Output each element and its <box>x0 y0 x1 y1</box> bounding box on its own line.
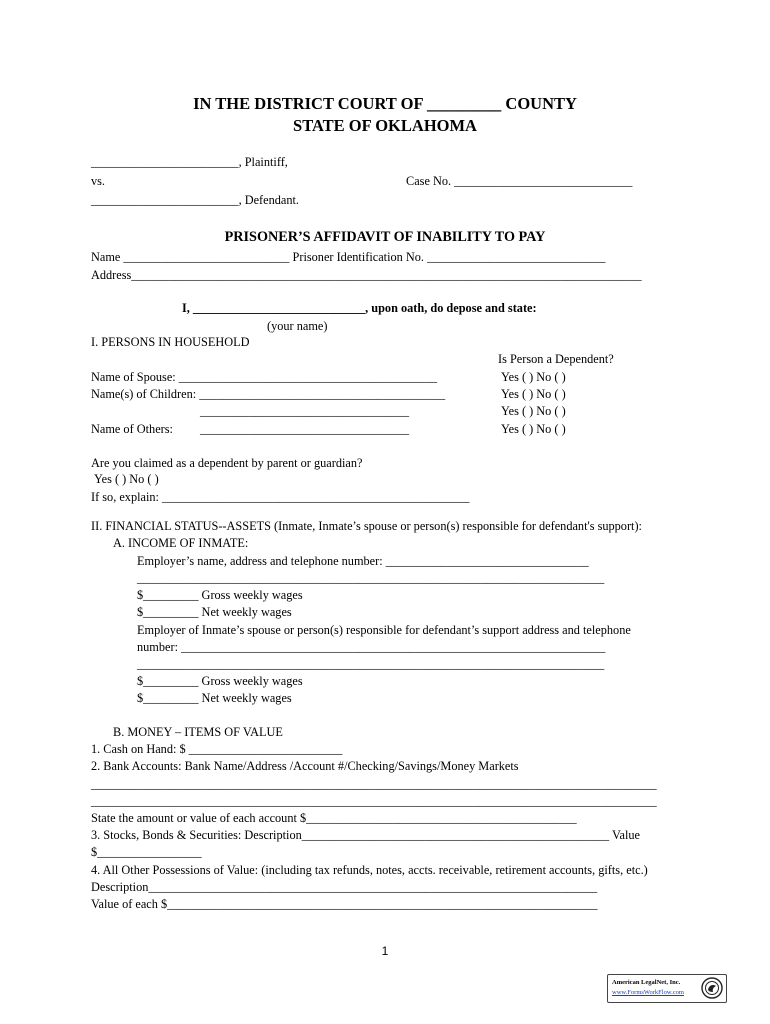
vs-label: vs. <box>91 174 106 188</box>
address-line: Address___________________________________________________________________________________ <box>91 268 642 282</box>
spouse-net-wages: $_________ Net weekly wages <box>137 691 292 705</box>
spouse-gross-wages: $_________ Gross weekly wages <box>137 674 303 688</box>
children-line: Name(s) of Children: ________________________________________ <box>91 387 446 401</box>
money-heading: B. MONEY – ITEMS OF VALUE <box>113 725 283 739</box>
oath-statement: I, ____________________________, upon oath, do depose and state: <box>182 301 537 315</box>
spouse-number-line: number: _____________________________________________________________________ <box>137 640 606 654</box>
form-title: PRISONER’S AFFIDAVIT OF INABILITY TO PAY <box>224 229 546 245</box>
plaintiff-line: ________________________, Plaintiff, <box>91 155 288 169</box>
court-title-line-1: IN THE DISTRICT COURT OF _________ COUNTY <box>193 94 577 113</box>
bank-blank-line-2: ____________________________________________________________________________________________ <box>91 794 657 808</box>
cash-on-hand-line: 1. Cash on Hand: $ _________________________ <box>91 742 343 756</box>
stocks-value-line: $_________________ <box>91 845 202 859</box>
account-amount-line: State the amount or value of each account $____________________________________________ <box>91 811 577 825</box>
defendant-line: ________________________, Defendant. <box>91 193 299 207</box>
footer-badge[interactable] <box>607 974 727 1003</box>
others-line: __________________________________ <box>200 422 410 436</box>
others-label: Name of Others: <box>91 422 173 436</box>
children-extra-dependent-yes-no: Yes ( ) No ( ) <box>501 404 566 418</box>
inmate-gross-wages: $_________ Gross weekly wages <box>137 588 303 602</box>
employer-line: Employer’s name, address and telephone number: _________________________________ <box>137 554 589 568</box>
page-number: 1 <box>381 944 389 958</box>
inmate-net-wages: $_________ Net weekly wages <box>137 605 292 619</box>
your-name-caption: (your name) <box>267 319 328 333</box>
court-title-line-2: STATE OF OKLAHOMA <box>293 116 477 135</box>
bank-accounts-line: 2. Bank Accounts: Bank Name/Address /Account #/Checking/Savings/Money Markets <box>91 759 519 773</box>
dependent-header: Is Person a Dependent? <box>498 352 614 366</box>
children-dependent-yes-no: Yes ( ) No ( ) <box>501 387 566 401</box>
children-extra-line: __________________________________ <box>200 404 410 418</box>
claimed-question: Are you claimed as a dependent by parent or guardian? <box>91 456 363 470</box>
stocks-line: 3. Stocks, Bonds & Securities: Description__________________________________________________ Value <box>91 828 641 842</box>
possessions-line: 4. All Other Possessions of Value: (including tax refunds, notes, accts. receivable, retirement accounts, gifts, etc.) <box>91 863 648 877</box>
household-heading: I. PERSONS IN HOUSEHOLD <box>91 335 250 349</box>
claimed-yes-no: Yes ( ) No ( ) <box>94 472 159 486</box>
income-heading: A. INCOME OF INMATE: <box>113 536 249 550</box>
financial-heading: II. FINANCIAL STATUS--ASSETS (Inmate, Inmate’s spouse or person(s) responsible for defendant's support): <box>91 519 642 533</box>
spouse-extra-line: ____________________________________________________________________________ <box>137 657 605 671</box>
description-line: Description_________________________________________________________________________ <box>91 880 598 894</box>
bank-blank-line-1: ____________________________________________________________________________________________ <box>91 777 657 791</box>
explain-line: If so, explain: __________________________________________________ <box>91 490 470 504</box>
footer-company: American LegalNet, Inc. <box>612 979 681 986</box>
name-id-line: Name ___________________________ Prisoner Identification No. _____________________________ <box>91 250 606 264</box>
spouse-line: Name of Spouse: __________________________________________ <box>91 370 438 384</box>
others-dependent-yes-no: Yes ( ) No ( ) <box>501 422 566 436</box>
footer-url-link[interactable]: www.FormsWorkFlow.com <box>612 989 684 996</box>
spouse-employer-line: Employer of Inmate’s spouse or person(s) responsible for defendant’s support address and telephone <box>137 623 631 637</box>
employer-extra-line: ____________________________________________________________________________ <box>137 571 605 585</box>
case-number-line: Case No. _____________________________ <box>406 174 633 188</box>
seal-icon <box>701 977 723 999</box>
value-each-line: Value of each $______________________________________________________________________ <box>91 897 598 911</box>
spouse-dependent-yes-no: Yes ( ) No ( ) <box>501 370 566 384</box>
